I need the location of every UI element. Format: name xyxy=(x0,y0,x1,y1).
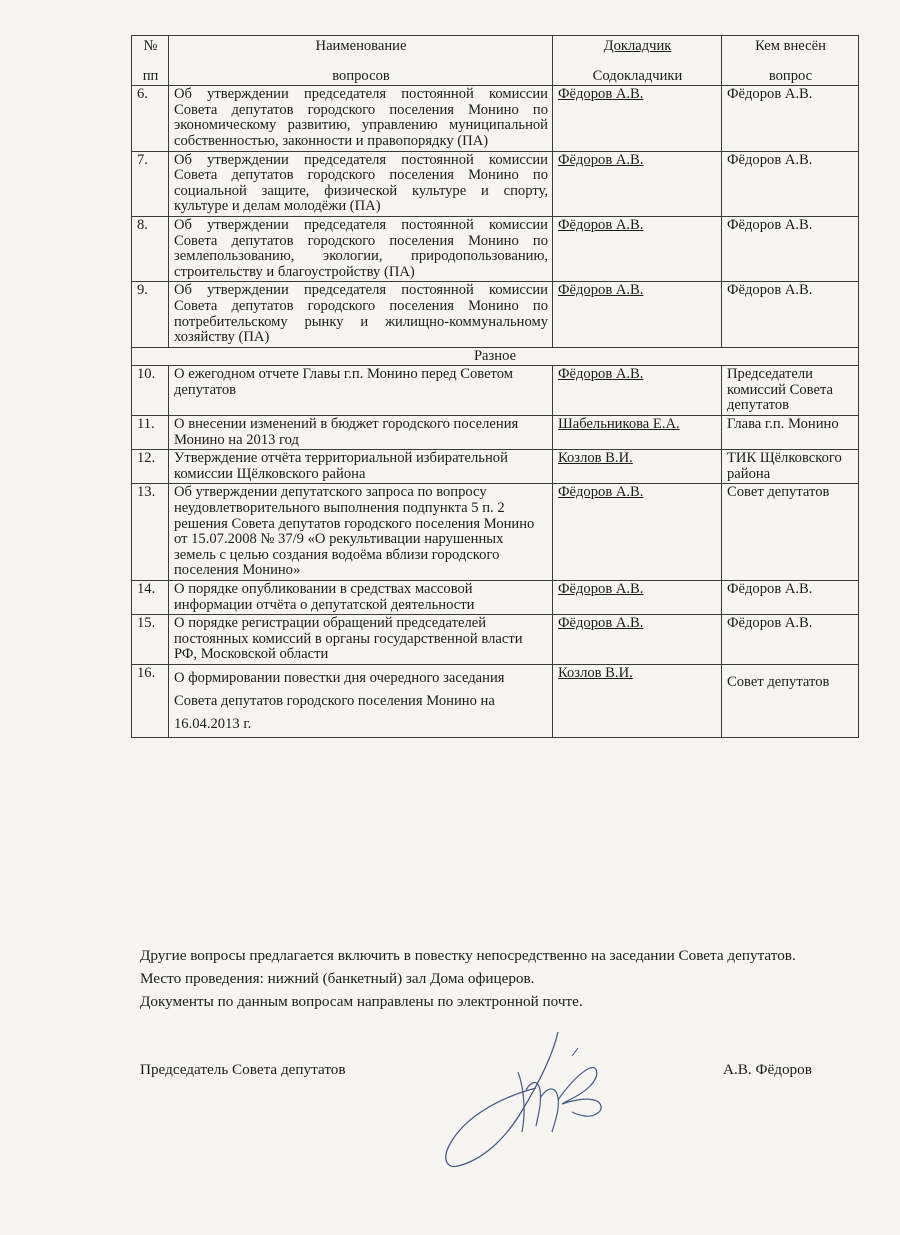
row-number: 15. xyxy=(132,615,169,665)
row-speaker: Фёдоров А.В. xyxy=(553,615,722,665)
header-author: Кем внесён вопрос xyxy=(722,36,859,86)
header-speaker: Докладчик Содокладчики xyxy=(553,36,722,86)
footer-venue: Место проведения: нижний (банкетный) зал Дома офицеров. xyxy=(140,970,535,987)
row-question: Об утверждении председателя постоянной комиссии Совета депутатов городского поселения Монино по социальной защите, физической культуре и спорту, культуре и делам молодёжи (ПА) xyxy=(169,151,553,216)
chair-label: Председатель Совета депутатов xyxy=(140,1061,346,1078)
section-row xyxy=(132,347,859,366)
row-speaker: Фёдоров А.В. xyxy=(553,581,722,615)
row-question: О порядке опубликовании в средствах массовой информации отчёта о депутатской деятельности xyxy=(169,581,553,615)
agenda-table xyxy=(131,35,859,738)
row-number: 10. xyxy=(132,366,169,416)
table-row xyxy=(132,615,859,665)
footer-notes xyxy=(140,944,860,1013)
row-speaker: Шабельникова Е.А. xyxy=(553,416,722,450)
table-row xyxy=(132,151,859,216)
row-number: 7. xyxy=(132,151,169,216)
row-number: 16. xyxy=(132,664,169,737)
header-number: № пп xyxy=(132,36,169,86)
row-speaker: Фёдоров А.В. xyxy=(553,151,722,216)
row-question: О формировании повестки дня очередного заседания Совета депутатов городского поселения Монино на 16.04.2013 г. xyxy=(169,664,553,737)
row-number: 12. xyxy=(132,450,169,484)
row-speaker: Козлов В.И. xyxy=(553,450,722,484)
row-speaker: Фёдоров А.В. xyxy=(553,366,722,416)
row-number: 14. xyxy=(132,581,169,615)
table-row xyxy=(132,366,859,416)
row-author: Фёдоров А.В. xyxy=(722,86,859,151)
row-speaker: Козлов В.И. xyxy=(553,664,722,737)
row-question: Утверждение отчёта территориальной избирательной комиссии Щёлковского района xyxy=(169,450,553,484)
footer-other-questions: Другие вопросы предлагается включить в повестку непосредственно на заседании Совета депутатов. xyxy=(140,947,796,964)
section-label: Разное xyxy=(132,347,859,366)
signature-mark xyxy=(440,1028,630,1178)
chair-name: А.В. Фёдоров xyxy=(723,1061,812,1078)
row-speaker: Фёдоров А.В. xyxy=(553,216,722,281)
row-question: О внесении изменений в бюджет городского поселения Монино на 2013 год xyxy=(169,416,553,450)
row-author: Глава г.п. Монино xyxy=(722,416,859,450)
row-author: ТИК Щёлковского района xyxy=(722,450,859,484)
table-header-row xyxy=(132,36,859,86)
row-number: 13. xyxy=(132,484,169,581)
row-author: Фёдоров А.В. xyxy=(722,216,859,281)
row-number: 9. xyxy=(132,282,169,347)
table-row xyxy=(132,484,859,581)
table-row xyxy=(132,216,859,281)
row-author: Фёдоров А.В. xyxy=(722,282,859,347)
table-row xyxy=(132,86,859,151)
footer-documents: Документы по данным вопросам направлены по электронной почте. xyxy=(140,993,583,1010)
table-row xyxy=(132,664,859,737)
row-author: Совет депутатов xyxy=(722,664,859,737)
row-question: Об утверждении председателя постоянной комиссии Совета депутатов городского поселения Монино по потребительскому рынку и жилищно-коммунальному хозяйству (ПА) xyxy=(169,282,553,347)
row-question: О ежегодном отчете Главы г.п. Монино перед Советом депутатов xyxy=(169,366,553,416)
row-author: Фёдоров А.В. xyxy=(722,581,859,615)
row-number: 11. xyxy=(132,416,169,450)
row-speaker: Фёдоров А.В. xyxy=(553,86,722,151)
row-author: Совет депутатов xyxy=(722,484,859,581)
row-speaker: Фёдоров А.В. xyxy=(553,484,722,581)
table-row xyxy=(132,450,859,484)
row-question: Об утверждении депутатского запроса по вопросу неудовлетворительного выполнения подпункта 5 п. 2 решения Совета депутатов городского поселения Монино от 15.07.2008 № 37/9 «О рекультивации нарушенных земель с целью создания водоёма вблизи городского поселения Монино» xyxy=(169,484,553,581)
row-speaker: Фёдоров А.В. xyxy=(553,282,722,347)
row-number: 8. xyxy=(132,216,169,281)
table-row xyxy=(132,581,859,615)
row-author: Фёдоров А.В. xyxy=(722,151,859,216)
row-question: Об утверждении председателя постоянной комиссии Совета депутатов городского поселения Монино по землепользованию, экологии, природопользованию, строительству и благоустройству (ПА) xyxy=(169,216,553,281)
row-question: Об утверждении председателя постоянной комиссии Совета депутатов городского поселения Монино по экономическому развитию, управлению муниципальной собственностью, законности и правопорядку (ПА) xyxy=(169,86,553,151)
table-row xyxy=(132,282,859,347)
row-question: О порядке регистрации обращений председателей постоянных комиссий в органы государственной власти РФ, Московской области xyxy=(169,615,553,665)
row-number: 6. xyxy=(132,86,169,151)
header-title: Наименование вопросов xyxy=(169,36,553,86)
row-author: Председатели комиссий Совета депутатов xyxy=(722,366,859,416)
row-author: Фёдоров А.В. xyxy=(722,615,859,665)
table-row xyxy=(132,416,859,450)
